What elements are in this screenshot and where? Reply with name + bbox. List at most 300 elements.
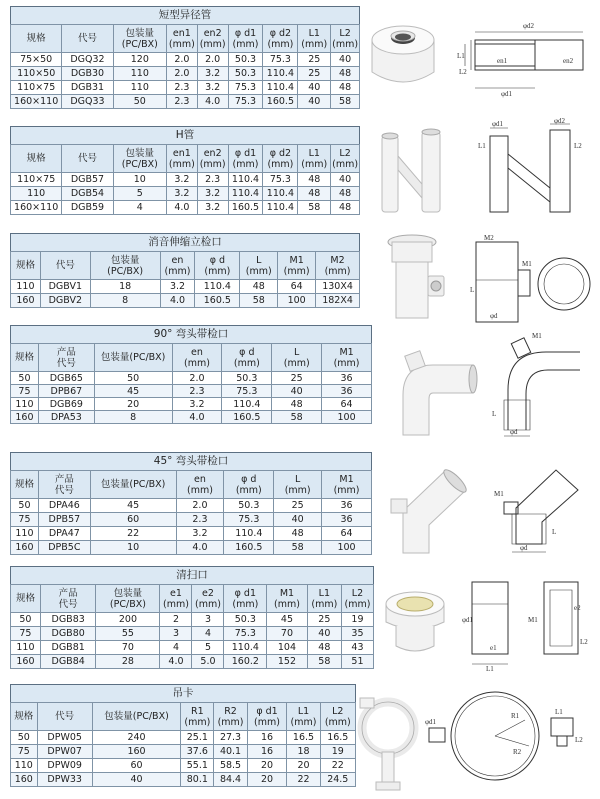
column-header: φ d2 (mm)	[263, 25, 298, 53]
table-cell: 4.0	[176, 541, 224, 555]
table-cell: 110×75	[11, 81, 62, 95]
table-cell: 4.0	[172, 411, 222, 424]
table-cell: 110	[11, 527, 39, 541]
column-header: en (mm)	[176, 471, 224, 499]
table-cell: 25	[272, 372, 322, 385]
table-row	[11, 773, 356, 787]
section-6	[10, 566, 374, 669]
table-cell: 4	[160, 641, 192, 655]
table-cell: 2.3	[167, 81, 198, 95]
table-cell: 160.5	[228, 201, 263, 215]
column-header: M1 (mm)	[322, 344, 372, 372]
column-header: L1 (mm)	[298, 145, 331, 173]
table-cell: 60	[92, 759, 180, 773]
column-header: en1 (mm)	[167, 25, 198, 53]
hanger-label-l1: L1	[555, 708, 563, 716]
table-cell: 22	[287, 773, 320, 787]
section-3	[10, 233, 360, 308]
table-cell: DGQ32	[62, 53, 113, 67]
section-5	[10, 452, 372, 555]
table-cell: 3.2	[197, 201, 228, 215]
table-cell: 2.0	[167, 53, 198, 67]
section-4	[10, 325, 372, 424]
column-header: φ d2 (mm)	[263, 145, 298, 173]
table-row	[11, 95, 360, 109]
column-header: L2 (mm)	[341, 585, 373, 613]
table-cell: 160×110	[11, 95, 62, 109]
table-cell: 28	[96, 655, 160, 669]
table-cell: 58	[240, 294, 278, 308]
table-row	[11, 745, 356, 759]
table-cell: 50	[11, 372, 39, 385]
table-cell: 48	[331, 187, 360, 201]
table-cell: 43	[341, 641, 373, 655]
table-cell: 50	[11, 613, 41, 627]
table-cell: 100	[322, 541, 372, 555]
table-cell: DGBV1	[40, 280, 90, 294]
column-header: 规格	[11, 25, 62, 53]
table-cell: 16	[247, 745, 287, 759]
table-cell: 160	[11, 773, 38, 787]
table-cell: DPW09	[37, 759, 92, 773]
reducer-label-en2: en2	[563, 57, 574, 65]
table-cell: 75	[11, 745, 38, 759]
hanger-label-r1: R1	[511, 712, 520, 720]
elbow45-label-m1: M1	[494, 490, 504, 498]
table-cell: 40	[331, 53, 360, 67]
table-cell: 25	[307, 613, 341, 627]
column-header: 代号	[40, 252, 90, 280]
column-header: e2 (mm)	[192, 585, 224, 613]
table-cell: DGB30	[62, 67, 113, 81]
hanger-photo	[350, 690, 425, 795]
column-header: L1 (mm)	[287, 703, 320, 731]
table-cell: 3.2	[176, 527, 224, 541]
column-header: e1 (mm)	[160, 585, 192, 613]
table-cell: 110	[11, 187, 62, 201]
table-cell: 60	[90, 513, 176, 527]
table-cell: 80.1	[181, 773, 214, 787]
table-cell: 48	[331, 81, 360, 95]
table-cell: 4	[192, 627, 224, 641]
table-cell: 160.5	[263, 95, 298, 109]
table-cell: 25.1	[181, 731, 214, 745]
section-title: 短型异径管	[10, 6, 360, 24]
table-row	[11, 613, 374, 627]
table-cell: 3.2	[197, 81, 228, 95]
cleanout-label-e1: e1	[490, 644, 497, 652]
section-1	[10, 6, 360, 109]
column-header: 代号	[37, 703, 92, 731]
table-cell: DGBV2	[40, 294, 90, 308]
column-header: 包装量(PC/BX)	[94, 344, 172, 372]
cleanout-photo	[380, 582, 450, 660]
table-cell: DPA46	[38, 499, 90, 513]
table-row	[11, 67, 360, 81]
table-row	[11, 294, 360, 308]
table-cell: 58	[331, 95, 360, 109]
table-cell: 50.3	[222, 372, 272, 385]
table-cell: 64	[322, 527, 372, 541]
table-row	[11, 53, 360, 67]
table-cell: 110	[113, 81, 166, 95]
section-title: 90° 弯头带检口	[10, 325, 372, 343]
section-title: 消音伸缩立检口	[10, 233, 360, 251]
table-cell: 110.4	[224, 527, 274, 541]
table-cell: 110.4	[195, 280, 240, 294]
cleanout-label-e2: e2	[574, 604, 581, 612]
table-cell: 50	[113, 95, 166, 109]
column-header: 规格	[11, 703, 38, 731]
table-cell: DGB81	[40, 641, 96, 655]
elbow45-drawing	[490, 448, 590, 558]
table-cell: 40	[92, 773, 180, 787]
table-cell: 45	[90, 499, 176, 513]
table-cell: 40	[307, 627, 341, 641]
table-cell: 40.1	[214, 745, 247, 759]
table-cell: 50	[11, 499, 39, 513]
table-cell: 35	[341, 627, 373, 641]
table-cell: 2.0	[197, 53, 228, 67]
table-cell: 3.2	[197, 187, 228, 201]
table-cell: 4.0	[160, 655, 192, 669]
table-cell: 4.0	[167, 201, 198, 215]
table-cell: 160.2	[224, 655, 267, 669]
column-header: 包装量(PC/BX)	[92, 703, 180, 731]
table-cell: 104	[267, 641, 308, 655]
table-cell: 50.3	[228, 53, 263, 67]
cleanout-tee-label-m1: M1	[522, 260, 532, 268]
table-cell: 16.5	[320, 731, 355, 745]
column-header: L (mm)	[240, 252, 278, 280]
column-header: 包装量 (PC/BX)	[90, 252, 160, 280]
cleanout-tee-label-l: L	[470, 286, 475, 294]
table-cell: 2.0	[172, 372, 222, 385]
reducer-label-l2: L2	[459, 68, 467, 76]
column-header: en1 (mm)	[167, 145, 198, 173]
table-cell: 24.5	[320, 773, 355, 787]
column-header: L1 (mm)	[307, 585, 341, 613]
table-cell: 58	[307, 655, 341, 669]
table-cell: 48	[272, 398, 322, 411]
table-cell: 58	[298, 201, 331, 215]
table-cell: DGB80	[40, 627, 96, 641]
table-cell: 25	[298, 53, 331, 67]
table-cell: 160	[11, 411, 39, 424]
column-header: φ d (mm)	[224, 471, 274, 499]
table-cell: 64	[278, 280, 316, 294]
table-cell: DGB31	[62, 81, 113, 95]
table-cell: 160	[11, 655, 41, 669]
table-cell: 110.4	[222, 398, 272, 411]
table-cell: 50.3	[224, 613, 267, 627]
table-cell: 25	[274, 499, 322, 513]
table-cell: 70	[267, 627, 308, 641]
spec-table	[10, 343, 372, 424]
table-cell: 2.3	[172, 385, 222, 398]
column-header: φ d1 (mm)	[228, 145, 263, 173]
column-header: L (mm)	[274, 471, 322, 499]
table-cell: 100	[278, 294, 316, 308]
table-cell: 36	[322, 372, 372, 385]
table-cell: 16	[247, 731, 287, 745]
table-cell: 3.2	[160, 280, 195, 294]
table-cell: 20	[247, 773, 287, 787]
table-cell: 58	[274, 541, 322, 555]
table-cell: 110	[11, 641, 41, 655]
table-cell: 48	[298, 187, 331, 201]
elbow45-label-l: L	[552, 528, 557, 536]
table-cell: 16.5	[287, 731, 320, 745]
column-header: M1 (mm)	[278, 252, 316, 280]
cleanout-label-l2: L2	[580, 638, 588, 646]
table-cell: 48	[298, 173, 331, 187]
table-cell: 110.4	[228, 187, 263, 201]
h-pipe-drawing	[470, 118, 595, 218]
table-cell: 51	[341, 655, 373, 669]
table-cell: 19	[320, 745, 355, 759]
table-cell: DPA53	[38, 411, 94, 424]
table-cell: 40	[272, 385, 322, 398]
column-header: φ d (mm)	[195, 252, 240, 280]
spec-table	[10, 144, 360, 215]
table-cell: DPA47	[38, 527, 90, 541]
section-title: 清扫口	[10, 566, 374, 584]
column-header: R2 (mm)	[214, 703, 247, 731]
table-cell: 200	[96, 613, 160, 627]
column-header: 规格	[11, 145, 62, 173]
column-header: L1 (mm)	[298, 25, 331, 53]
reducer-label-en1: en1	[497, 57, 508, 65]
hanger-label-r2: R2	[513, 748, 522, 756]
column-header: M1 (mm)	[322, 471, 372, 499]
table-cell: 5.0	[192, 655, 224, 669]
table-cell: 48	[307, 641, 341, 655]
cleanout-tee-label-d: φd	[490, 312, 498, 320]
elbow90-label-m1: M1	[532, 332, 542, 340]
cleanout-drawing	[462, 574, 592, 672]
h-pipe-label-l1: L1	[478, 142, 486, 150]
table-row	[11, 541, 372, 555]
table-cell: 100	[322, 411, 372, 424]
table-cell: DPB57	[38, 513, 90, 527]
table-cell: 110.4	[263, 201, 298, 215]
table-row	[11, 372, 372, 385]
elbow90-photo	[395, 345, 480, 440]
table-cell: 55.1	[181, 759, 214, 773]
table-cell: 3.2	[167, 187, 198, 201]
table-cell: 48	[331, 201, 360, 215]
elbow45-photo	[385, 455, 475, 557]
column-header: φ d (mm)	[222, 344, 272, 372]
table-cell: 64	[322, 398, 372, 411]
elbow90-label-d: φd	[510, 428, 518, 436]
table-cell: 2.0	[176, 499, 224, 513]
reducer-label-d1: φd1	[501, 90, 513, 98]
reducer-photo	[368, 14, 438, 92]
table-cell: 37.6	[181, 745, 214, 759]
column-header: 产品 代号	[38, 344, 94, 372]
hanger-label-l2: L2	[575, 736, 583, 744]
table-cell: 8	[90, 294, 160, 308]
table-cell: 160.5	[222, 411, 272, 424]
table-cell: DPB67	[38, 385, 94, 398]
table-cell: DGB84	[40, 655, 96, 669]
table-cell: 48	[274, 527, 322, 541]
column-header: 规格	[11, 252, 41, 280]
elbow90-label-l: L	[492, 410, 497, 418]
table-cell: 36	[322, 385, 372, 398]
table-cell: 58.5	[214, 759, 247, 773]
column-header: 产品 代号	[40, 585, 96, 613]
table-row	[11, 513, 372, 527]
table-cell: DPW33	[37, 773, 92, 787]
table-cell: 130X4	[316, 280, 360, 294]
table-cell: 110×50	[11, 67, 62, 81]
table-cell: 70	[96, 641, 160, 655]
table-row	[11, 527, 372, 541]
column-header: L (mm)	[272, 344, 322, 372]
column-header: 包装量 (PC/BX)	[113, 145, 166, 173]
table-cell: 110	[113, 67, 166, 81]
table-cell: 84.4	[214, 773, 247, 787]
column-header: 代号	[62, 145, 113, 173]
table-cell: 75×50	[11, 53, 62, 67]
table-cell: 110×75	[11, 173, 62, 187]
table-cell: 4.0	[197, 95, 228, 109]
table-cell: 110	[11, 398, 39, 411]
table-cell: 4.0	[160, 294, 195, 308]
table-cell: 240	[92, 731, 180, 745]
table-cell: 50	[94, 372, 172, 385]
section-2	[10, 126, 360, 215]
table-cell: 2	[160, 613, 192, 627]
column-header: en (mm)	[172, 344, 222, 372]
spec-table	[10, 470, 372, 555]
elbow45-label-d: φd	[520, 544, 528, 552]
table-cell: 3	[160, 627, 192, 641]
table-cell: 182X4	[316, 294, 360, 308]
table-cell: 110	[11, 759, 38, 773]
table-cell: 50.3	[228, 67, 263, 81]
table-cell: 50.3	[224, 499, 274, 513]
table-cell: 40	[274, 513, 322, 527]
table-cell: 40	[331, 173, 360, 187]
table-cell: 40	[298, 95, 331, 109]
cleanout-label-l1: L1	[486, 665, 494, 672]
table-cell: 58	[272, 411, 322, 424]
table-cell: 160.5	[224, 541, 274, 555]
cleanout-tee-photo	[382, 232, 452, 322]
spec-table	[10, 702, 356, 787]
table-cell: 22	[90, 527, 176, 541]
table-cell: 55	[96, 627, 160, 641]
table-cell: 36	[322, 499, 372, 513]
column-header: M2 (mm)	[316, 252, 360, 280]
table-cell: 110.4	[263, 67, 298, 81]
elbow90-drawing	[490, 330, 590, 438]
table-cell: 48	[331, 67, 360, 81]
column-header: 产品 代号	[38, 471, 90, 499]
table-row	[11, 81, 360, 95]
cleanout-tee-label-m2: M2	[484, 234, 494, 242]
table-cell: DPB5C	[38, 541, 90, 555]
column-header: 包装量(PC/BX)	[90, 471, 176, 499]
table-row	[11, 655, 374, 669]
table-row	[11, 411, 372, 424]
cleanout-label-d1: φd1	[462, 616, 474, 624]
table-cell: 75	[11, 385, 39, 398]
section-title: 45° 弯头带检口	[10, 452, 372, 470]
table-cell: DGB69	[38, 398, 94, 411]
table-cell: 22	[320, 759, 355, 773]
column-header: 规格	[11, 344, 39, 372]
column-header: L2 (mm)	[320, 703, 355, 731]
table-row	[11, 385, 372, 398]
column-header: φ d1 (mm)	[247, 703, 287, 731]
column-header: φ d1 (mm)	[224, 585, 267, 613]
h-pipe-label-l2: L2	[574, 142, 582, 150]
column-header: 包装量 (PC/BX)	[96, 585, 160, 613]
table-cell: 110.4	[228, 173, 263, 187]
h-pipe-label-d1: φd1	[492, 120, 504, 128]
table-row	[11, 641, 374, 655]
table-cell: 75.3	[222, 385, 272, 398]
table-cell: 3.2	[167, 173, 198, 187]
table-cell: 27.3	[214, 731, 247, 745]
cleanout-tee-drawing	[470, 232, 595, 324]
table-cell: 19	[341, 613, 373, 627]
hanger-label-d1: φd1	[425, 718, 437, 726]
column-header: en2 (mm)	[197, 145, 228, 173]
table-cell: 18	[287, 745, 320, 759]
table-cell: 75.3	[263, 53, 298, 67]
table-cell: 110.4	[224, 641, 267, 655]
table-cell: 45	[94, 385, 172, 398]
reducer-label-l1: L1	[457, 52, 465, 60]
table-cell: 152	[267, 655, 308, 669]
column-header: L2 (mm)	[331, 145, 360, 173]
reducer-drawing	[455, 8, 595, 98]
table-cell: 10	[90, 541, 176, 555]
table-cell: 110.4	[263, 81, 298, 95]
section-7	[10, 684, 356, 787]
column-header: 规格	[11, 471, 39, 499]
table-cell: 20	[247, 759, 287, 773]
table-cell: 18	[90, 280, 160, 294]
table-cell: 110	[11, 280, 41, 294]
table-row	[11, 187, 360, 201]
table-row	[11, 499, 372, 513]
table-cell: DGB57	[62, 173, 113, 187]
table-cell: DGB65	[38, 372, 94, 385]
spec-table	[10, 584, 374, 669]
table-cell: 5	[113, 187, 166, 201]
table-cell: 4	[113, 201, 166, 215]
column-header: R1 (mm)	[181, 703, 214, 731]
table-cell: 75.3	[224, 627, 267, 641]
table-cell: DPW05	[37, 731, 92, 745]
column-header: 包装量 (PC/BX)	[113, 25, 166, 53]
h-pipe-label-d2: φd2	[554, 118, 566, 125]
column-header: φ d1 (mm)	[228, 25, 263, 53]
table-cell: 75	[11, 627, 41, 641]
table-cell: 120	[113, 53, 166, 67]
table-row	[11, 201, 360, 215]
table-cell: 20	[287, 759, 320, 773]
table-cell: 2.3	[176, 513, 224, 527]
table-row	[11, 627, 374, 641]
